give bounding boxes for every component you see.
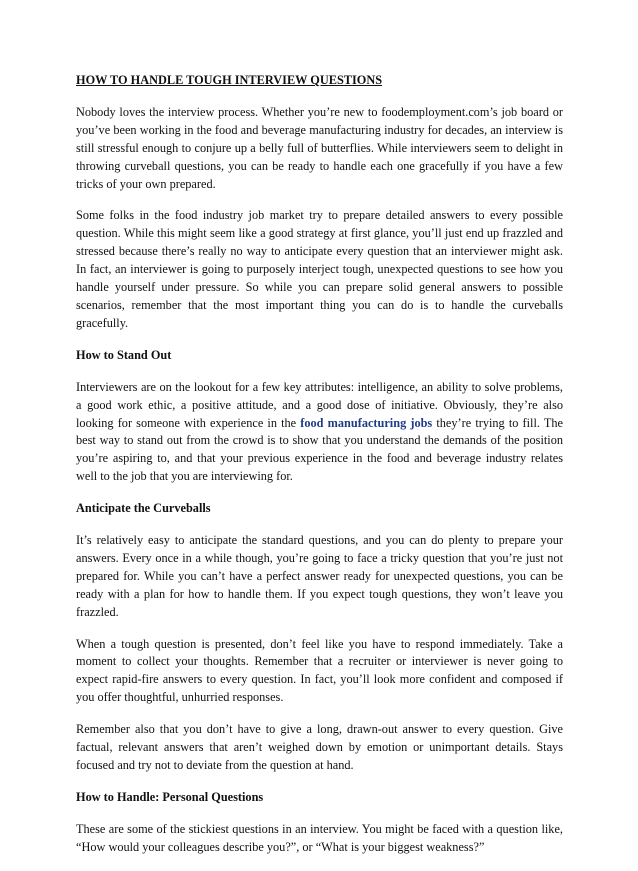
curveballs-paragraph-2: When a tough question is presented, don’t feel like you have to respond immediately. Take a moment to collect your thoughts. Remember that a recruiter or interviewer is never going to expect rapid-fire answers to every question. In fact, you’ll look more confident and composed if you offer thoughtful, unhurried responses.: [76, 636, 563, 705]
section-heading-personal-questions: How to Handle: Personal Questions: [76, 789, 264, 804]
personal-questions-paragraph: These are some of the stickiest questions in an interview. You might be faced with a question like, “How would your colleagues describe you?”, or “What is your biggest weakness?”: [76, 821, 563, 854]
curveballs-paragraph-3: Remember also that you don’t have to give a long, drawn-out answer to every question. Give factual, relevant answers that aren’t weighed down by emotion or unimportant details. Stays focused and try not to deviate from the question at hand.: [76, 722, 563, 772]
stand-out-text-after-link: they’re trying to fill. The best way to stand out from the crowd is to show that you understand the demands of the position you’re aspiring to, and that your previous experience in the food and beverage industry relates well to the job that you are interviewing for.: [76, 415, 563, 484]
section-heading-stand-out: How to Stand Out: [76, 347, 172, 362]
document-page: [76, 72, 563, 871]
food-manufacturing-jobs-link[interactable]: food manufacturing jobs: [300, 415, 433, 430]
document-title: HOW TO HANDLE TOUGH INTERVIEW QUESTIONS: [76, 73, 383, 87]
section-heading-curveballs: Anticipate the Curveballs: [76, 501, 211, 516]
intro-paragraph-2: Some folks in the food industry job market try to prepare detailed answers to every possible question. While this might seem like a good strategy at first glance, you’ll just end up frazzled and stressed because there’s really no way to anticipate every question that an interviewer might ask. In fact, an interviewer is going to purposely interject tough, unexpected questions to see how you handle yourself under pressure. So while you can prepare solid general answers to possible scenarios, remember that the most important thing you can do is to handle the curveballs gracefully.: [76, 208, 563, 330]
stand-out-paragraph: [76, 379, 563, 486]
curveballs-paragraph-1: It’s relatively easy to anticipate the standard questions, and you can do plenty to prepare your answers. Every once in a while though, you’re going to face a tricky question that you’re just not prepared for. While you can’t have a perfect answer ready for unexpected questions, you can be ready with a plan for how to handle them. If you expect tough questions, they won’t leave you frazzled.: [76, 533, 563, 619]
intro-paragraph-1: Nobody loves the interview process. Whether you’re new to foodemployment.com’s job board or you’ve been working in the food and beverage manufacturing industry for decades, an interview is still stressful enough to conjure up a belly full of butterflies. While interviewers seem to delight in throwing curveball questions, you can be ready to handle each one gracefully if you have a few tricks of your own prepared.: [76, 104, 563, 191]
stand-out-text-before-link: Interviewers are on the lookout for a few key attributes: intelligence, an ability to solve problems, a good work ethic, a positive attitude, and a good dose of initiative. Obviously, they’re also looking for someone with experience in the: [76, 379, 563, 430]
